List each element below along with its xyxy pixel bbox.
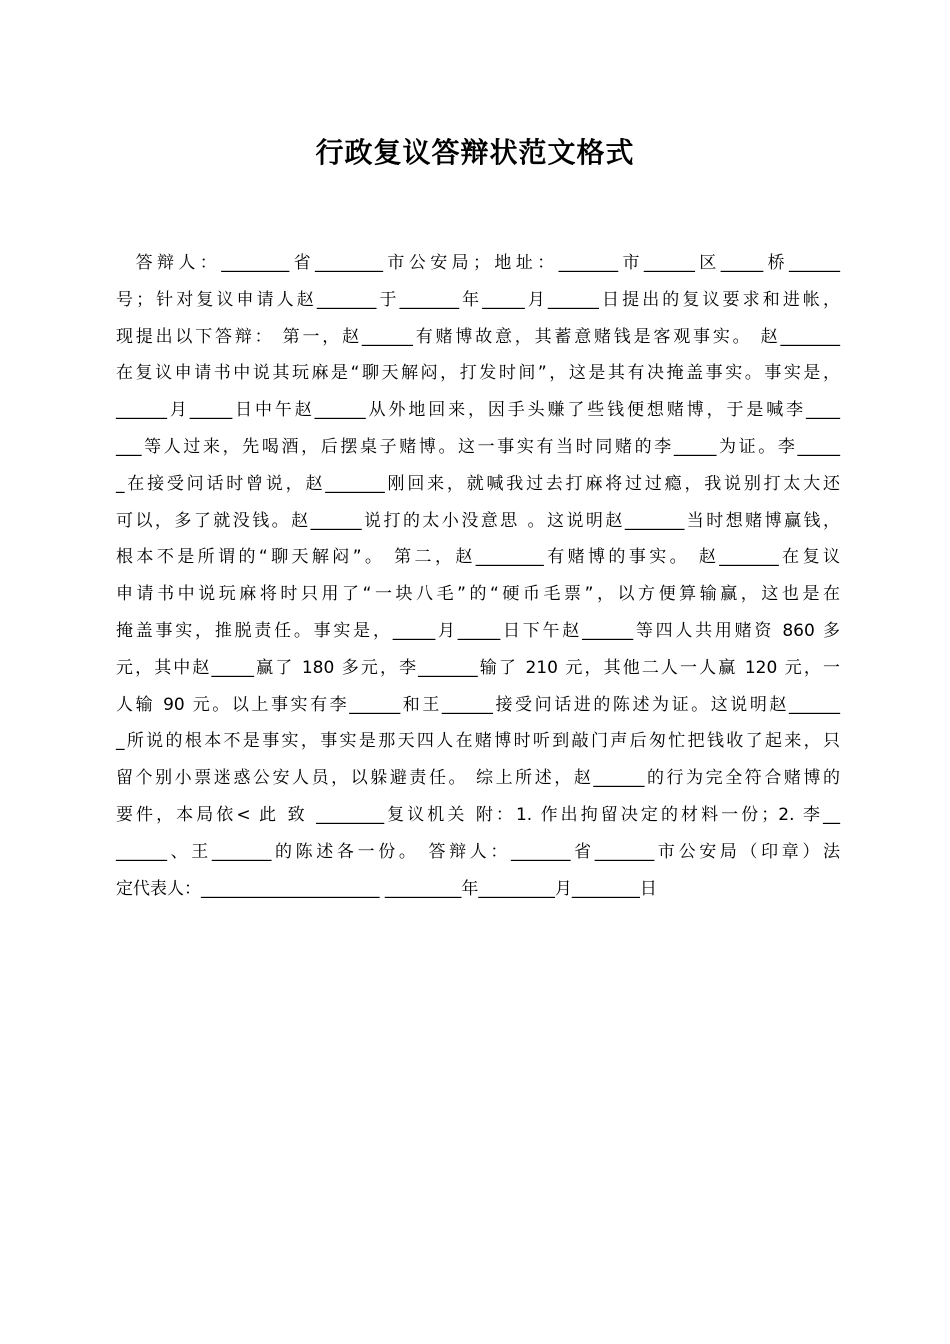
body-line: ______、王_______的陈述各一份。 答辩人：_______省_______市公安局（印章）法: [116, 841, 840, 862]
body-line: 根本不是所谓的“聊天解闷”。 第二，赵________有赌博的事实。 赵_______在复议: [116, 547, 840, 568]
body-line: 元，其中赵_____赢了 180 多元，李_______输了 210 元，其他二人一人赢 120 元，一: [116, 657, 840, 678]
body-line: 在复议申请书中说其玩麻是“聊天解闷，打发时间”，这是其有决掩盖事实。事实是，: [116, 363, 840, 384]
body-line: 现提出以下答辩： 第一，赵______有赌博故意，其蓄意赌钱是客观事实。 赵_______: [116, 326, 840, 347]
body-line: 可以，多了就没钱。赵______说打的太小没意思 。这说明赵_______当时想赌博赢钱，: [116, 510, 840, 531]
body-line: 定代表人：_____________________ _________年_________月________日: [116, 878, 657, 899]
document-body: [116, 245, 840, 907]
body-line: ___等人过来，先喝酒，后摆桌子赌博。这一事实有当时同赌的李_____为证。李_____: [116, 436, 840, 457]
body-line: 号；针对复议申请人赵_______于_______年_____月______日提出的复议要求和进帐，: [116, 289, 840, 310]
body-line: 申请书中说玩麻将时只用了“一块八毛”的“硬币毛票”，以方便算输赢，这也是在: [116, 584, 840, 605]
body-line: _所说的根本不是事实，事实是那天四人在赌博时听到敲门声后匆忙把钱收了起来，只: [116, 731, 840, 752]
body-line: 留个别小票迷惑公安人员，以躲避责任。 综上所述，赵______的行为完全符合赌博的: [116, 768, 840, 789]
body-line: 掩盖事实，推脱责任。事实是，_____月_____日下午赵______等四人共用赌资 860 多: [116, 620, 840, 641]
body-line: 人输 90 元。以上事实有李______和王______接受问话进的陈述为证。这说明赵______: [116, 694, 840, 715]
body-line: ______月_____日中午赵______从外地回来，因手头赚了些钱便想赌博，于是喊李____: [116, 400, 840, 421]
document-title: 行政复议答辩状范文格式: [315, 136, 635, 169]
body-line: 答辩人：________省________市公安局；地址：_______市______区_____桥______: [116, 253, 840, 273]
body-line: _在接受问话时曾说，赵_______刚回来，就喊我过去打麻将过过瘾，我说别打太大还: [116, 473, 840, 494]
body-line: 要件，本局依< 此 致 ________复议机关 附：1. 作出拘留决定的材料一份；2. 李__: [116, 804, 840, 825]
